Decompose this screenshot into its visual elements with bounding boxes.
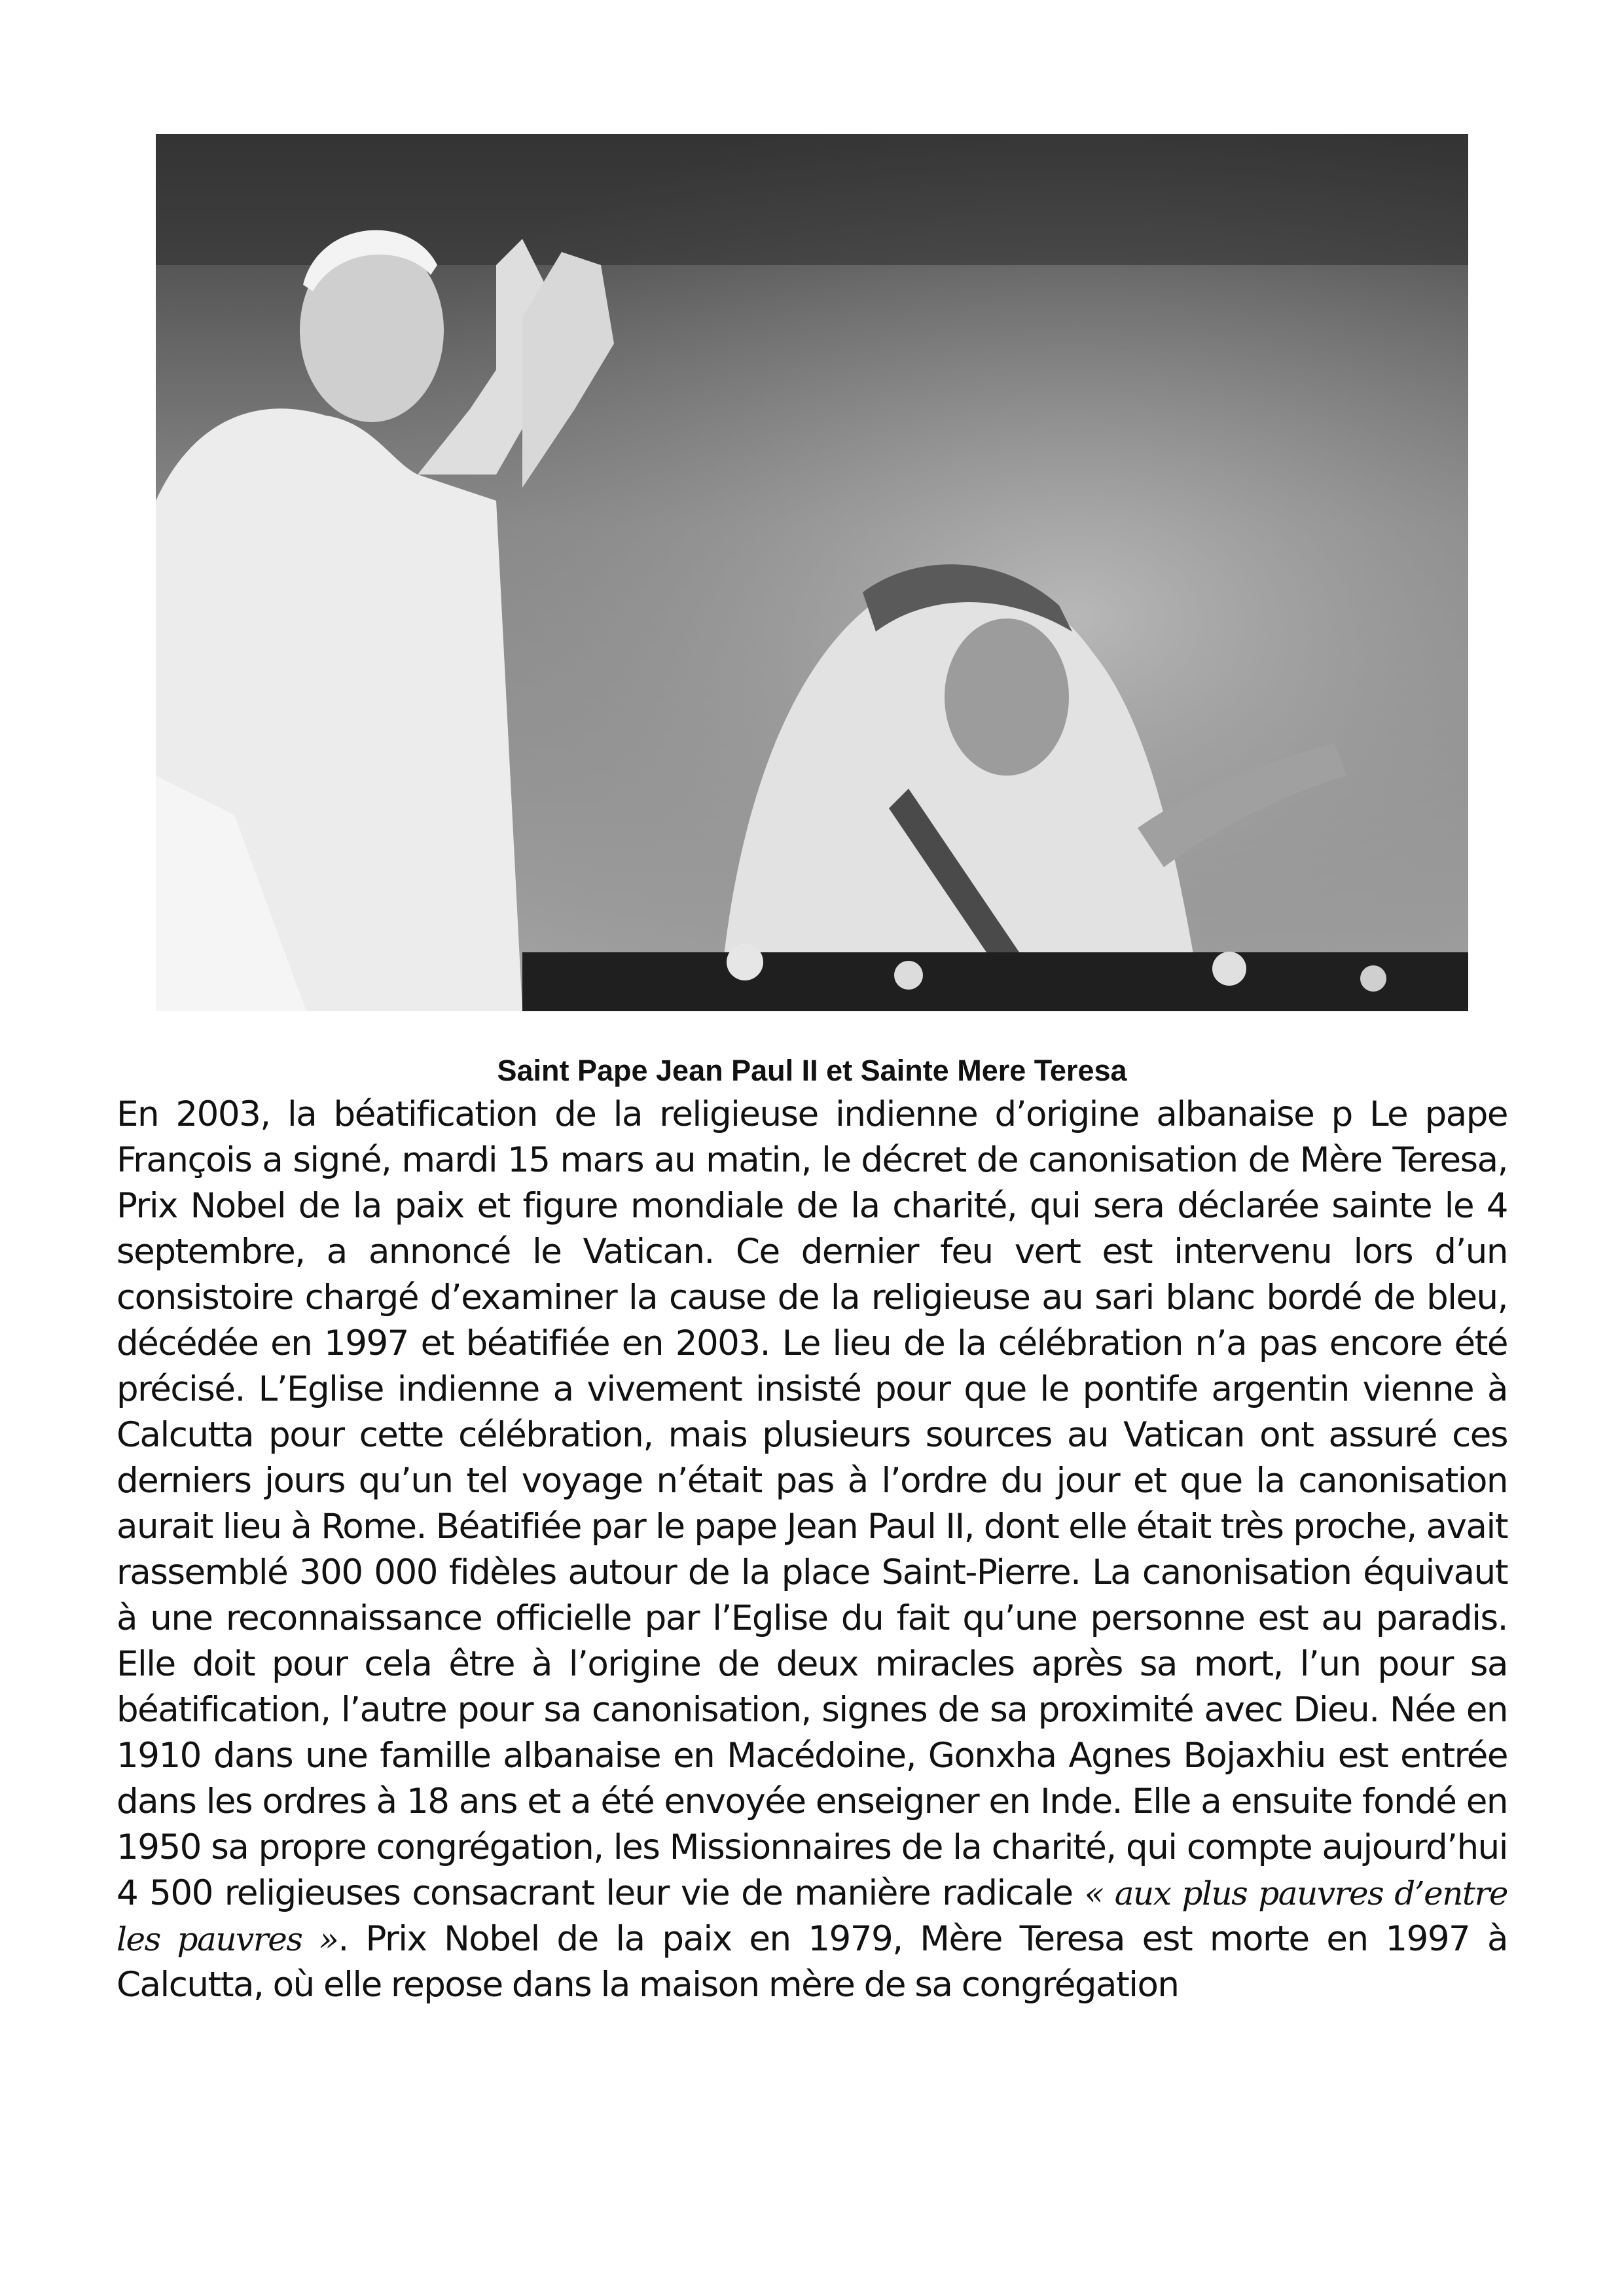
article-text-after-quote: . Prix Nobel de la paix en 1979, Mère Teresa est morte en 1997 à Calcutta, où elle repose dans la maison mère de sa congrégation <box>117 1919 1507 2005</box>
photo-caption: Saint Pape Jean Paul II et Sainte Mere Teresa <box>497 1054 1127 1087</box>
article-paragraph <box>117 1092 1507 2008</box>
article-text-before-quote: En 2003, la béatification de la religieuse indienne d’origine albanaise p Le pape François a signé, mardi 15 mars au matin, le décret de canonisation de Mère Teresa, Prix Nobel de la paix et figure mondiale de la charité, qui sera déclarée sainte le 4 septembre, a annoncé le Vatican. Ce dernier feu vert est intervenu lors d’un consistoire chargé d’examiner la cause de la religieuse au sari blanc bordé de bleu, décédée en 1997 et béatifiée en 2003. Le lieu de la célébration n’a pas encore été précisé. L’Eglise indienne a vivement insisté pour que le pontife argentin vienne à Calcutta pour cette célébration, mais plusieurs sources au Vatican ont assuré ces derniers jours qu’un tel voyage n’était pas à l’ordre du jour et que la canonisation aurait lieu à Rome. Béatifiée par le pape Jean Paul II, dont elle était très proche, avait rassemblé 300 000 fidèles autour de la place Saint-Pierre. La canonisation équivaut à une reconnaissance officielle par l’Eglise du fait qu’une personne est au paradis. Elle doit pour cela être à l’origine de deux miracles après sa mort, l’un pour sa béatification, l’autre pour sa canonisation, signes de sa proximité avec Dieu. Née en 1910 dans une famille albanaise en Macédoine, Gonxha Agnes Bojaxhiu est entrée dans les ordres à 18 ans et a été envoyée enseigner en Inde. Elle a ensuite fondé en 1950 sa propre congrégation, les Missionnaires de la charité, qui compte aujourd’hui 4 500 religieuses consacrant leur vie de manière radicale <box>117 1094 1507 1913</box>
photo-pope-and-mother-teresa <box>156 134 1468 1011</box>
article-quote: « aux plus pauvres d’entre les pauvres » <box>117 1874 1507 1958</box>
photo-image <box>156 134 1468 1011</box>
